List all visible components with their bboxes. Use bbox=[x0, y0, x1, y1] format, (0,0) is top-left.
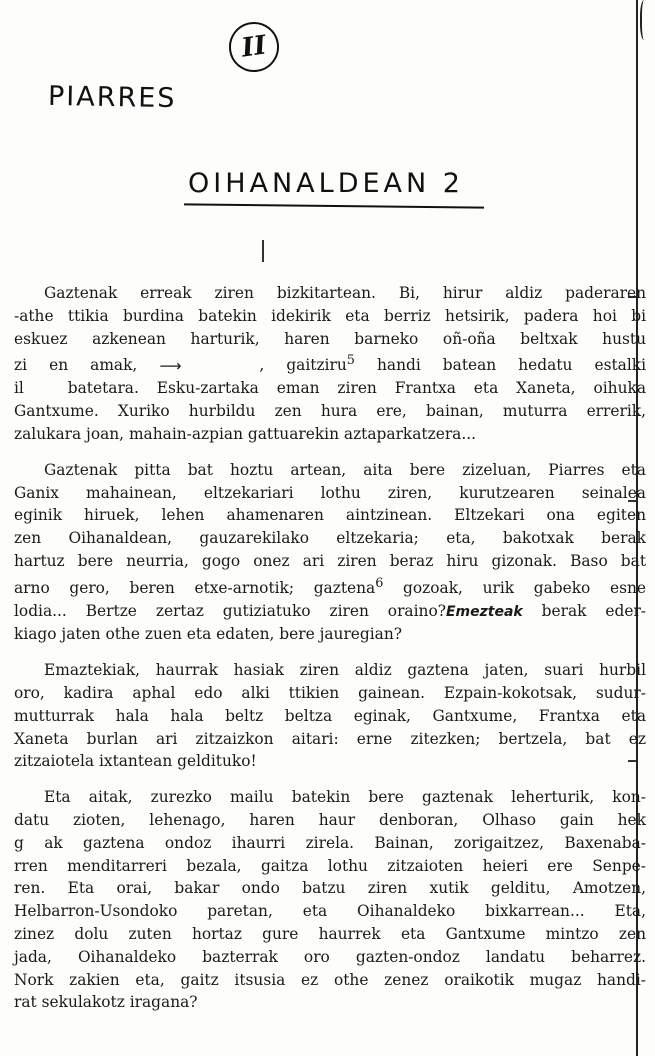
chapter-numeral bbox=[226, 19, 282, 75]
text-line: mutturrak hala hala beltz beltza eginak, Gantxume, Frantxa eta bbox=[14, 706, 646, 725]
body-text bbox=[14, 282, 646, 1027]
text-fragment: berak eder- bbox=[522, 601, 647, 620]
text-line: zalukara joan, mahain-azpian gattuarekin aztaparkatzera... bbox=[14, 424, 477, 443]
text-line: rren menditarreri bezala, gaitza lothu zitzaioten heieri ere Senpe- bbox=[14, 856, 646, 875]
page-title: OIHANALDEAN 2 bbox=[188, 168, 464, 199]
text-line: ren. Eta orai, bakar ondo batzu ziren xutik gelditu, Amotzen, bbox=[14, 879, 646, 898]
text-line: Nork zakien eta, gaitz itsusia ez othe zenez oraikotik mugaz handi- bbox=[14, 970, 646, 989]
text-line: Eta aitak, zurezko mailu batekin bere gaztenak leherturik, kon- bbox=[44, 788, 646, 807]
footnote-ref: 6 bbox=[375, 575, 384, 591]
author-name: PIARRES bbox=[47, 80, 177, 115]
text-fragment: lodia... Bertze zertaz gutiziatuko ziren oraino? bbox=[14, 601, 446, 620]
text-line: jada, Oihanaldeko bazterrak oro gazten-ondoz landatu beharrez. bbox=[14, 947, 646, 966]
text-line bbox=[14, 377, 646, 400]
paragraph-2 bbox=[14, 459, 646, 647]
text-fragment: handi batean hedatu estalki bbox=[354, 356, 646, 375]
text-line: Gaztenak erreak ziren bizkitartean. Bi, hirur aldiz paderaren bbox=[44, 284, 646, 302]
text-line: Emaztekiak, haurrak hasiak ziren aldiz gaztena jaten, suari hurbil bbox=[44, 661, 646, 680]
footnote-ref: 5 bbox=[346, 353, 355, 369]
text-line: g ak gaztena ondoz ihaurri zirela. Bainan, zorigaitzez, Baxenaba- bbox=[14, 833, 646, 852]
text-fragment: arno gero, beren etxe-arnotik; gaztena bbox=[14, 578, 376, 597]
text-line: zinez dolu zuten hortaz gure haurrek eta Gantxume mintzo zen bbox=[14, 924, 646, 943]
text-line: hartuz bere neurria, gogo onez ari ziren beraz hiru gizonak. Baso bat bbox=[14, 551, 646, 570]
text-fragment: batetara. Esku-zartaka eman ziren Frantxa eta Xaneta, oihuka bbox=[49, 379, 646, 398]
handwritten-correction: Emezteak bbox=[445, 603, 523, 620]
text-line: Gantxume. Xuriko hurbildu zen hura ere, bainan, muturra errerik, bbox=[14, 402, 646, 421]
pen-stroke-mark bbox=[262, 240, 264, 262]
text-fragment: gozoak, urik gabeko esne bbox=[383, 578, 646, 597]
text-fragment: , gaitziru bbox=[259, 356, 347, 375]
text-line bbox=[14, 573, 646, 600]
text-line: zitzaiotela ixtantean geldituko! bbox=[14, 752, 257, 771]
text-fragment: il bbox=[14, 379, 24, 398]
text-line: kiago jaten othe zuen eta edaten, bere jauregian? bbox=[14, 625, 403, 644]
text-line: -athe ttikia burdina batekin idekirik eta berriz hetsirik, padera hoi bi bbox=[14, 306, 646, 325]
text-line: eskuez azkenean harturik, haren barneko oñ-oña beltxak hustu bbox=[14, 329, 646, 348]
text-line: zen Oihanaldean, gauzarekilako eltzekaria; eta, bakotxak berak bbox=[14, 529, 646, 548]
paragraph-3 bbox=[14, 659, 646, 773]
text-line: rat sekulakotz iragana? bbox=[14, 993, 198, 1012]
text-line: Xaneta burlan ari zitzaizkon aitari: erne zitezken; bertzela, bat ez bbox=[14, 729, 646, 748]
text-line bbox=[14, 600, 646, 624]
title-underline bbox=[184, 203, 484, 208]
paragraph-1 bbox=[14, 282, 646, 446]
chapter-numeral-text: II bbox=[239, 30, 269, 64]
text-line: eginik hiruek, lehen ahamenaren aintzinean. Eltzekari ona egiten bbox=[14, 506, 646, 525]
text-fragment: zi en amak, bbox=[14, 356, 138, 375]
text-line bbox=[14, 350, 646, 377]
text-line: oro, kadira aphal edo alki ttikien gainean. Ezpain-kokotsak, sudur- bbox=[14, 684, 646, 702]
text-line: Helbarron-Usondoko paretan, eta Oihanaldeko bixkarrean... Eta, bbox=[14, 902, 646, 921]
handwritten-arrow-icon: ⟶ bbox=[159, 356, 182, 375]
text-line: datu zioten, lehenago, haren haur denboran, Olhaso gain hek bbox=[14, 810, 646, 829]
paragraph-4 bbox=[14, 786, 646, 1014]
text-line: Gaztenak pitta bat hoztu artean, aita bere zizeluan, Piarres eta bbox=[44, 460, 646, 479]
text-line: Ganix mahainean, eltzekariari lothu ziren, kurutzearen seinalea bbox=[14, 483, 646, 502]
scan-edge-mark bbox=[640, 0, 650, 40]
